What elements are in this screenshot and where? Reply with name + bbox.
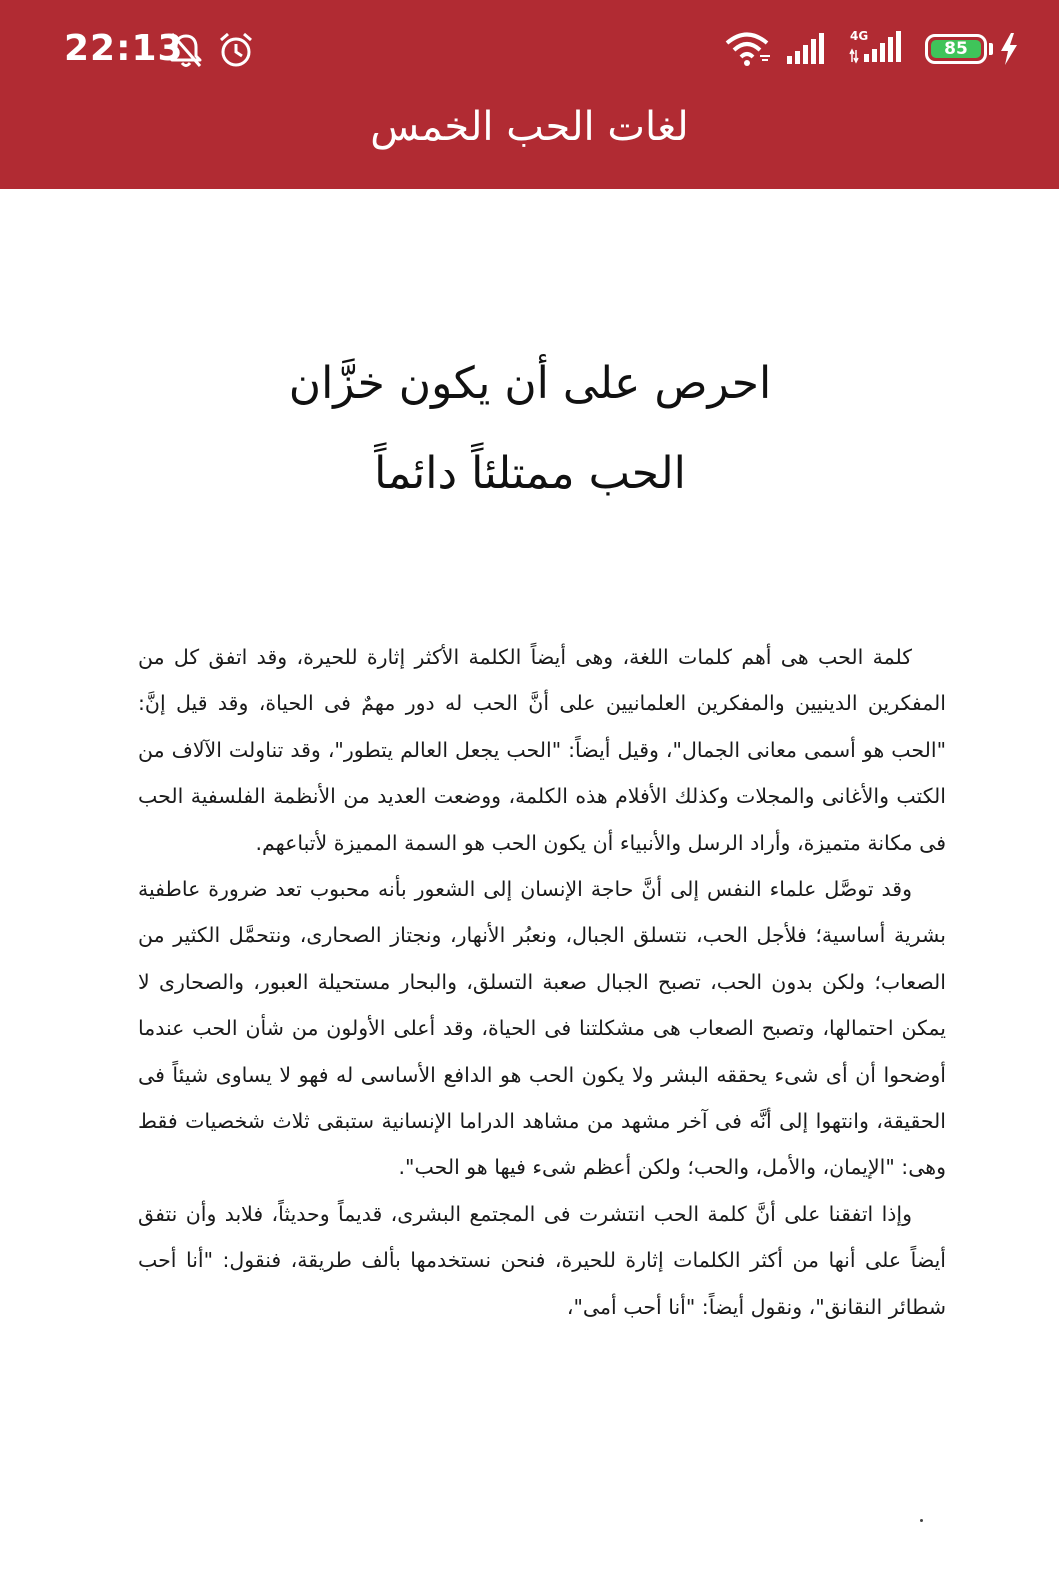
paragraph: وإذا اتفقنا على أنَّ كلمة الحب انتشرت فى المجتمع البشرى، قديماً وحديثاً، فلابد وأن نتفق أيضاً على أنها من أكثر الكلمات إثارة للحيرة، فنحن نستخدمها بألف طريقة، فنقول: "أنا أحب شطائر النقانق"، ونقول أيضاً: "أنا أحب أمى"، bbox=[138, 1201, 946, 1319]
signal-4g-icon bbox=[848, 28, 908, 68]
wifi-icon bbox=[724, 30, 774, 70]
paragraph: وقد توصَّل علماء النفس إلى أنَّ حاجة الإنسان إلى الشعور بأنه محبوب تعد ضرورة عاطفية بشرية أساسية؛ فلأجل الحب، نتسلق الجبال، ونعبُر الأنهار، ونجتاز الصحارى، ونتحمَّل الكثير من الصعاب؛ ولكن بدون الحب، تصبح الجبال صعبة التسلق، والبحار مستحيلة العبور، والصحارى لا يمكن احتمالها، وتصبح الصعاب هى مشكلتنا فى الحياة، وقد أعلى الأولون من شأن الحب عندما أوضحوا أن أى شىء يحققه البشر ولا يكون الحب هو الدافع الأساسى له فهو لا يساوى شيئاً فى الحقيقة، وانتهوا إلى أنَّه فى آخر مشهد من مشاهد الدراما الإنسانية ستبقى ثلاث شخصيات فقط وهى: "الإيمان، والأمل، والحب؛ ولكن أعظم شىء فيها هو الحب". bbox=[138, 877, 946, 1180]
battery-level: 85 bbox=[931, 40, 981, 58]
chapter-title bbox=[200, 339, 860, 519]
status-time: 22:13 bbox=[64, 28, 184, 69]
app-header bbox=[0, 0, 1059, 189]
signal-icon bbox=[785, 32, 829, 72]
svg-text:4G: 4G bbox=[850, 29, 869, 43]
battery-icon bbox=[925, 34, 987, 64]
chapter-title-line-2: الحب ممتلئاً دائماً bbox=[374, 448, 686, 499]
status-bar bbox=[0, 0, 1059, 100]
app-title: لغات الحب الخمس bbox=[370, 104, 689, 150]
paragraph: كلمة الحب هى أهم كلمات اللغة، وهى أيضاً الكلمة الأكثر إثارة للحيرة، وقد اتفق كل من المفكرين الدينيين والمفكرين العلمانيين على أنَّ الحب له دور مهمٌ فى الحياة، وقد قيل إنَّ: "الحب هو أسمى معانى الجمال"، وقيل أيضاً: "الحب يجعل العالم يتطور"، وقد تناولت الآلاف من الكتب والأغانى والمجلات وكذلك الأفلام هذه الكلمة، ووضعت العديد من الأنظمة الفلسفية الحب فى مكانة متميزة، وأراد الرسل والأنبياء أن يكون الحب هو السمة المميزة لأتباعهم. bbox=[138, 645, 946, 855]
page-speck bbox=[920, 1519, 923, 1522]
chapter-title-line-1: احرص على أن يكون خزَّان bbox=[288, 358, 772, 409]
battery-nub bbox=[989, 43, 993, 55]
bell-off-icon bbox=[168, 30, 204, 70]
alarm-icon bbox=[217, 30, 255, 70]
book-page[interactable] bbox=[0, 189, 1059, 1579]
charging-icon bbox=[998, 32, 1020, 72]
chapter-body bbox=[138, 634, 946, 1330]
